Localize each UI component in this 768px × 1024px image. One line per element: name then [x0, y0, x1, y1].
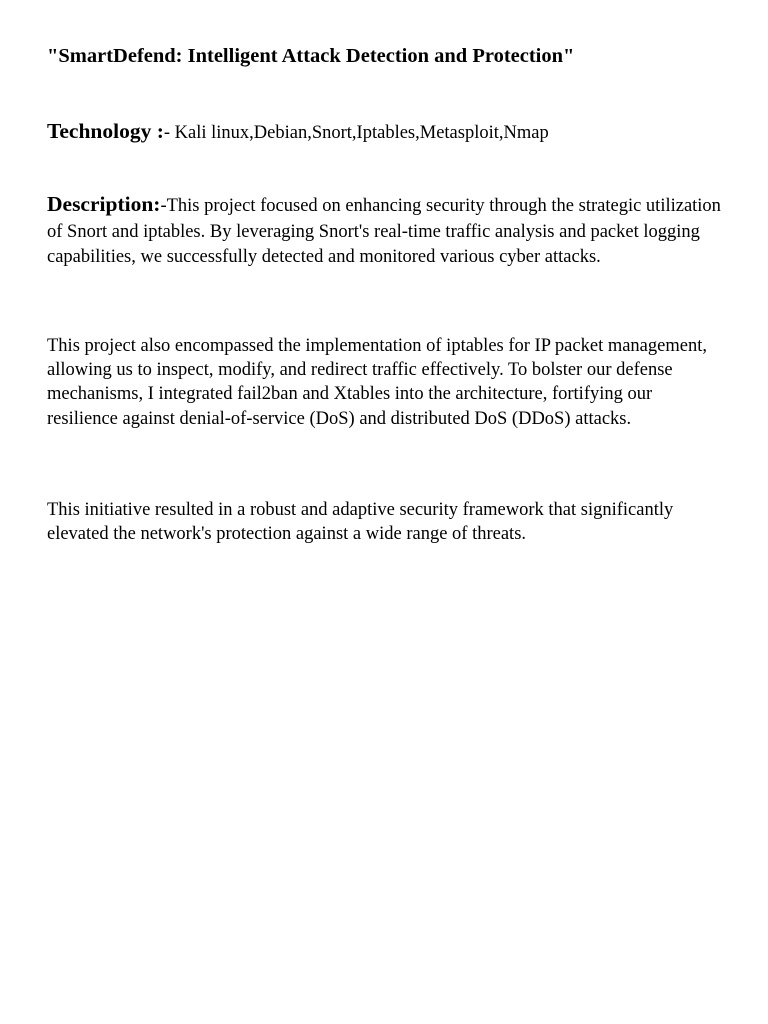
description-paragraph — [47, 192, 727, 271]
description-label: Description: — [47, 192, 161, 216]
outcome-paragraph: This initiative resulted in a robust and adaptive security framework that significantly elevated the network's protection against a wide range of threats. — [47, 500, 674, 545]
implementation-paragraph: This project also encompassed the implementation of iptables for IP packet management, allowing us to inspect, modify, and redirect traffic effectively. To bolster our defense mechanisms, I integrated fail2ban and Xtables into the architecture, fortifying our resilience against denial-of-service (DoS) and distributed DoS (DDoS) attacks. — [47, 336, 707, 429]
document-title: "SmartDefend: Intelligent Attack Detection and Protection" — [47, 45, 575, 67]
description-text: -This project focused on enhancing security through the strategic utilization of Snort and iptables. By leveraging Snort's real-time traffic analysis and packet logging capabilities, we successfully detected and monitored various cyber attacks. — [47, 196, 721, 267]
technology-line — [47, 118, 737, 147]
technology-value: - Kali linux,Debian,Snort,Iptables,Metasploit,Nmap — [163, 123, 549, 143]
technology-label: Technology : — [47, 119, 164, 143]
